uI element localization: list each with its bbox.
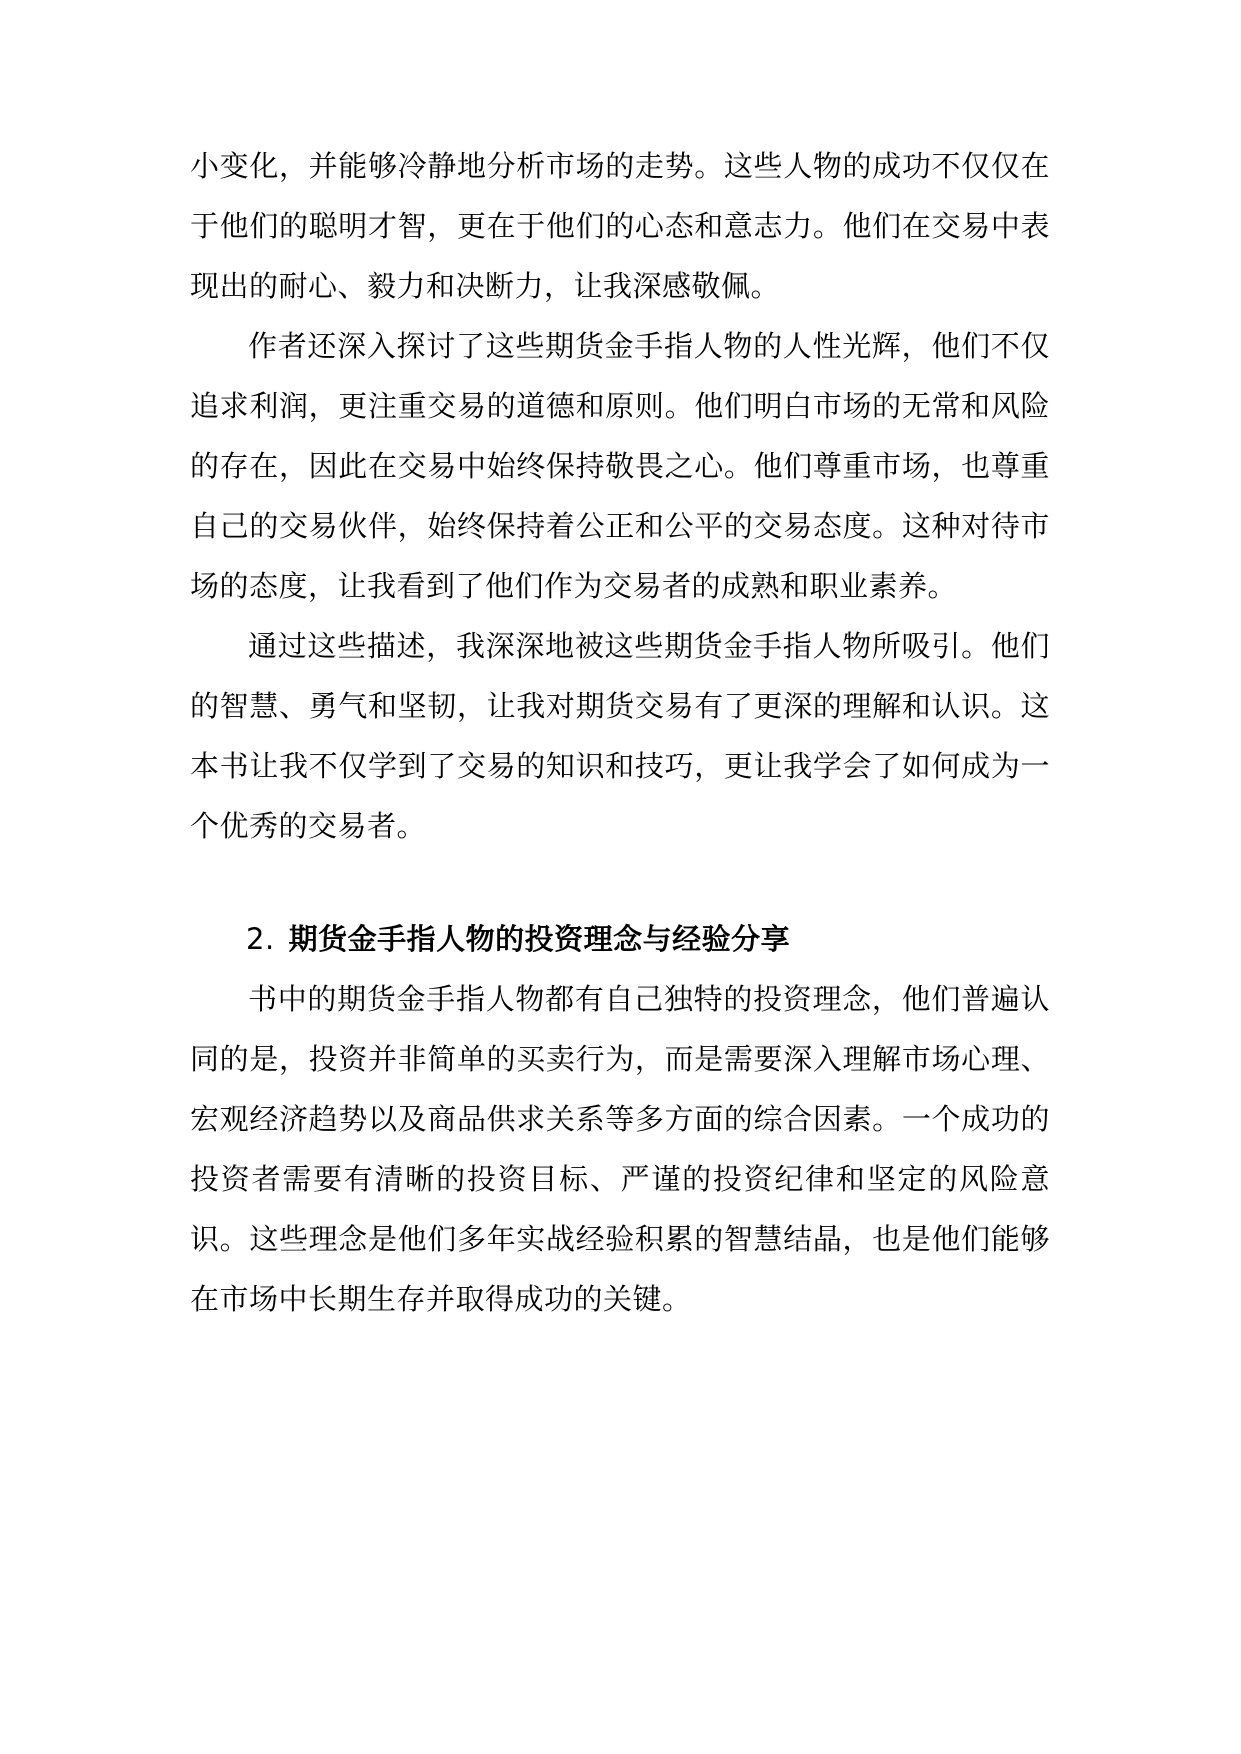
section-heading — [190, 909, 1050, 969]
paragraph: 书中的期货金手指人物都有自己独特的投资理念，他们普遍认同的是，投资并非简单的买卖行为，而是需要深入理解市场心理、宏观经济趋势以及商品供求关系等多方面的综合因素。一个成功的投资者需要有清晰的投资目标、严谨的投资纪律和坚定的风险意识。这些理念是他们多年实战经验积累的智慧结晶，也是他们能够在市场中长期生存并取得成功的关键。 — [190, 982, 1050, 1316]
paragraph-continued: 小变化，并能够冷静地分析市场的走势。这些人物的成功不仅仅在于他们的聪明才智，更在于他们的心态和意志力。他们在交易中表现出的耐心、毅力和决断力，让我深感敬佩。 — [190, 149, 1050, 303]
section-title: 期货金手指人物的投资理念与经验分享 — [288, 922, 791, 956]
section-number: 2. — [246, 922, 275, 956]
paragraph: 通过这些描述，我深深地被这些期货金手指人物所吸引。他们的智慧、勇气和坚韧，让我对期货交易有了更深的理解和认识。这本书让我不仅学到了交易的知识和技巧，更让我学会了如何成为一个优秀的交易者。 — [190, 629, 1050, 843]
paragraph: 作者还深入探讨了这些期货金手指人物的人性光辉，他们不仅追求利润，更注重交易的道德和原则。他们明白市场的无常和风险的存在，因此在交易中始终保持敬畏之心。他们尊重市场，也尊重自己的交易伙伴，始终保持着公正和公平的交易态度。这种对待市场的态度，让我看到了他们作为交易者的成熟和职业素养。 — [190, 329, 1050, 603]
document-body — [190, 136, 1050, 1329]
